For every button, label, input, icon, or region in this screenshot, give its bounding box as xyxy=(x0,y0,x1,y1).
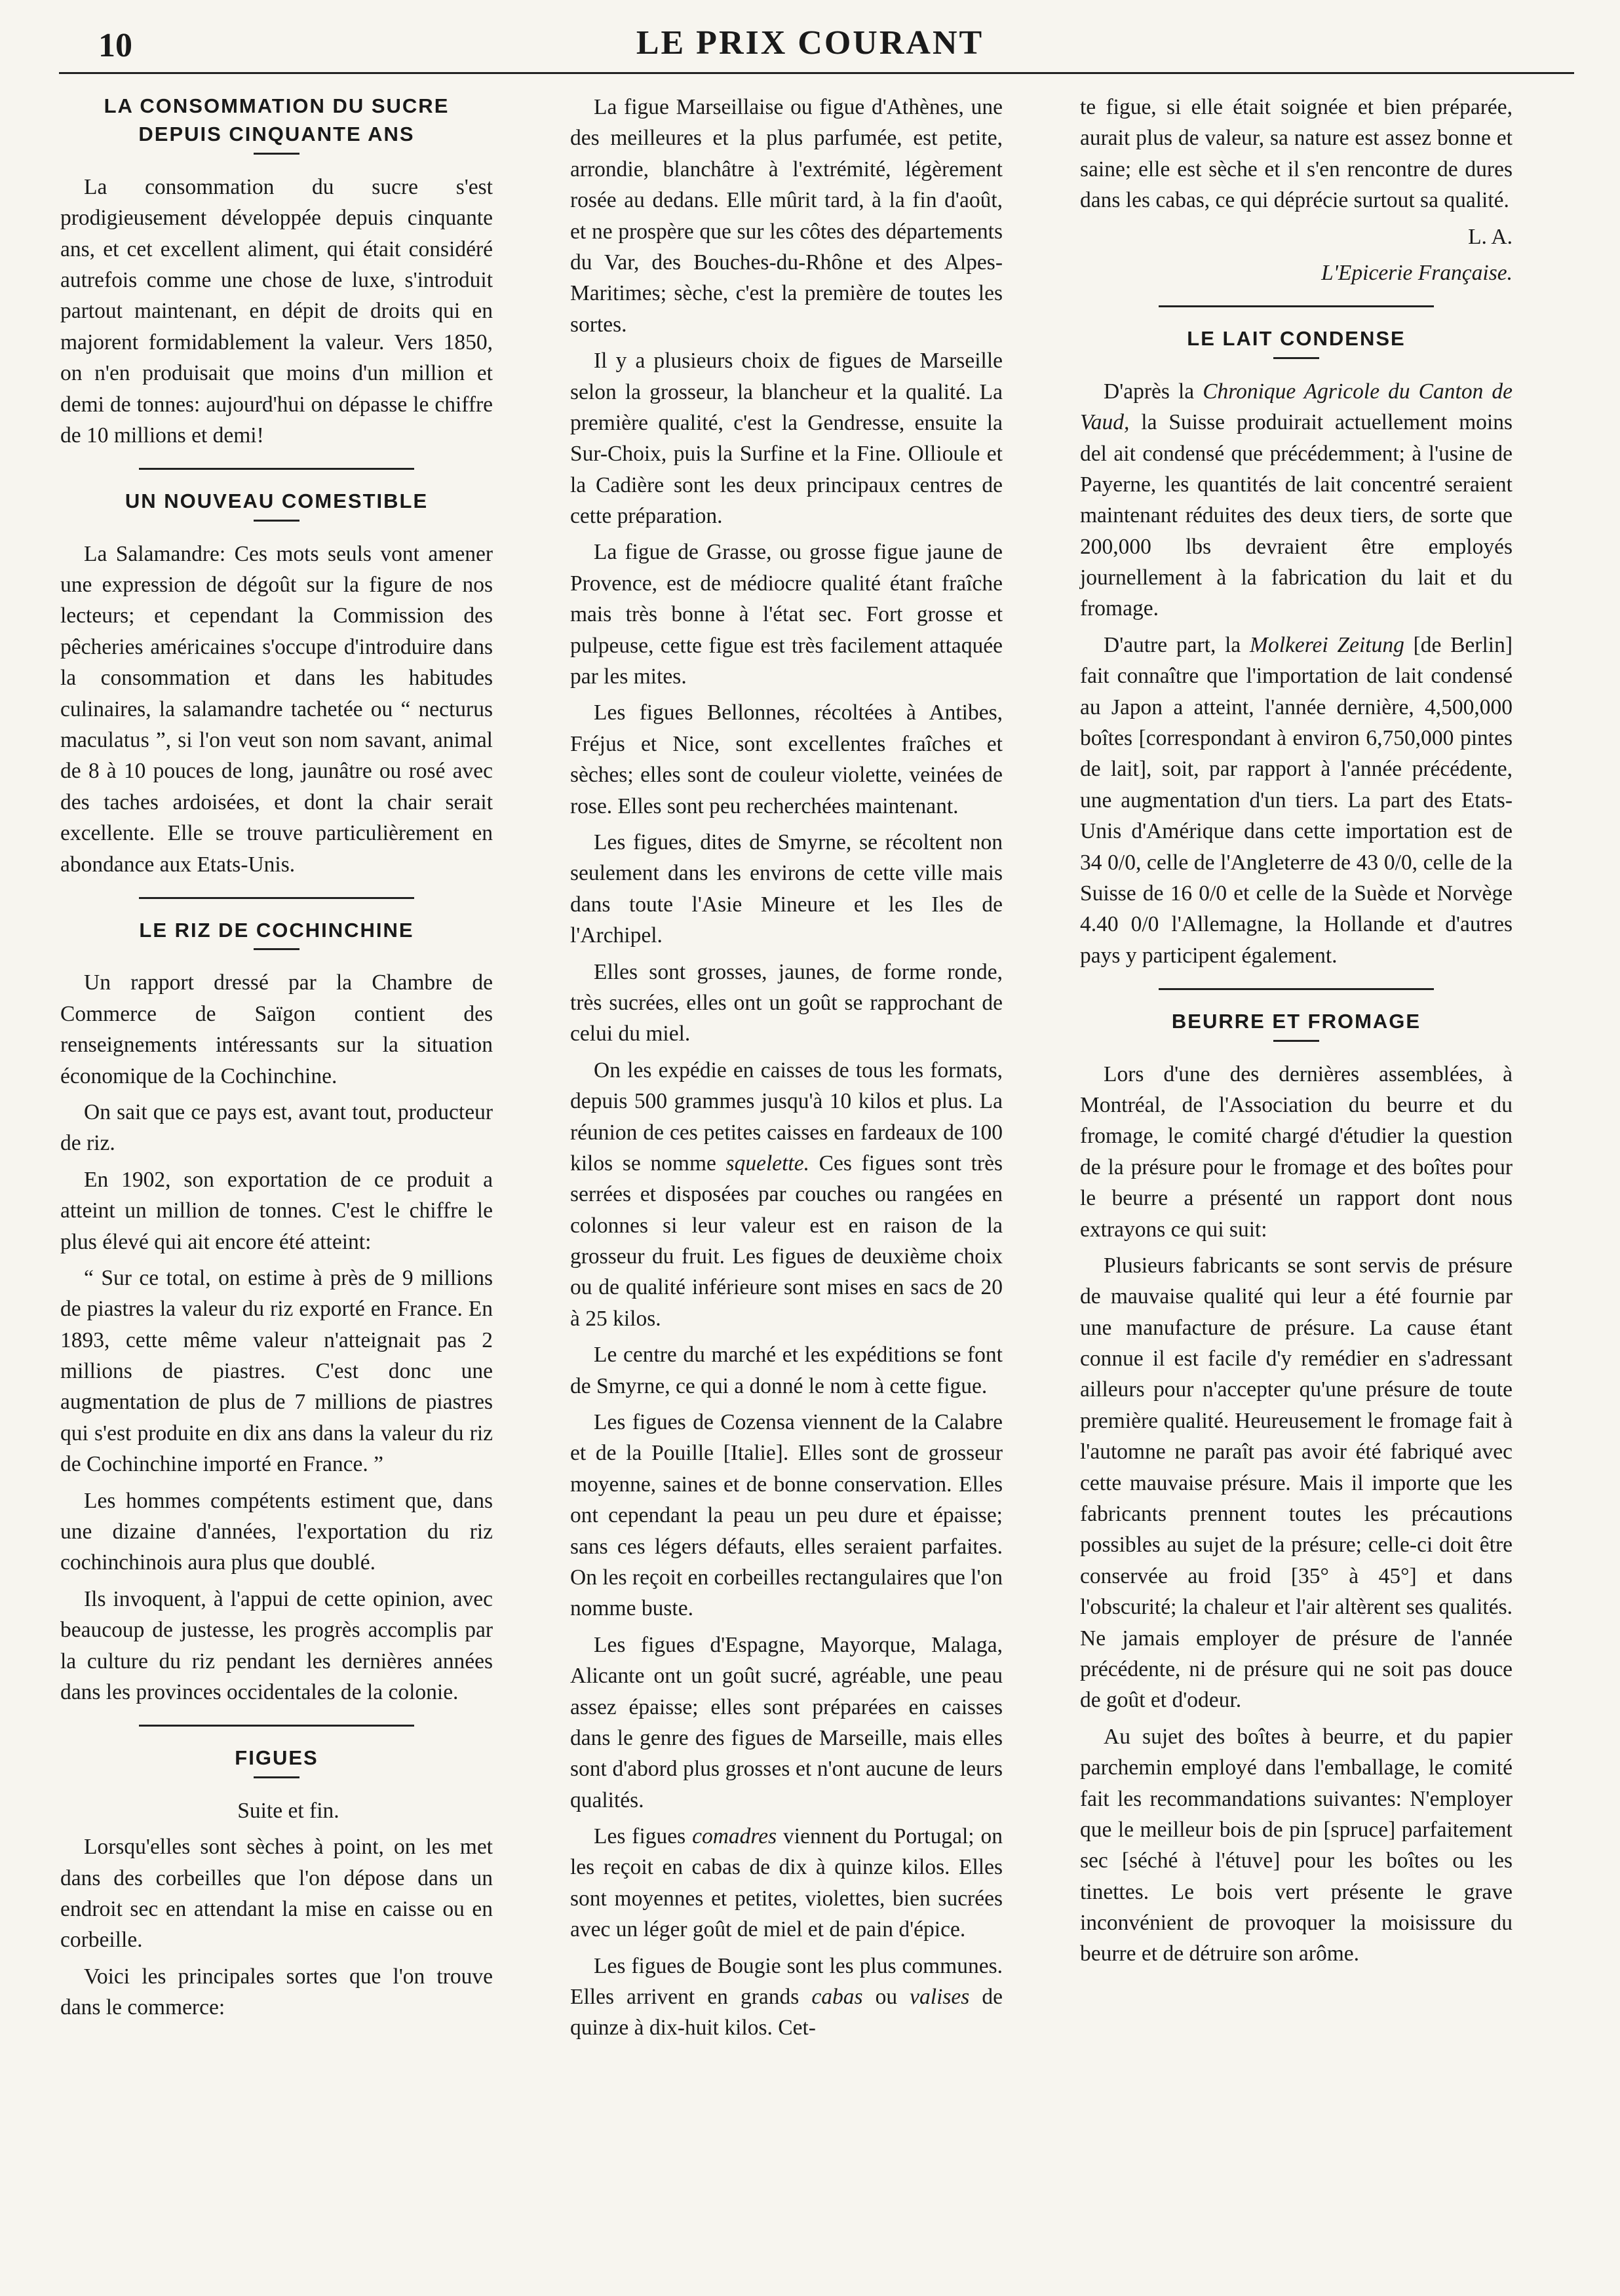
paragraph: Il y a plusieurs choix de figues de Marseille selon la grosseur, la blancheur et la qualité. La première qualité, c'est la Gendresse, ensuite la Sur-Choix, puis la Surfine et la Fine. Ollioule et la Cadière sont les deux principaux centres de cette préparation. xyxy=(570,349,1003,529)
article-title-beurre: BEURRE ET FROMAGE xyxy=(1171,1010,1421,1033)
section-divider xyxy=(139,468,414,470)
text-run: Les figues xyxy=(594,1824,693,1849)
paragraph: On sait que ce pays est, avant tout, producteur de riz. xyxy=(60,1100,493,1156)
column-3 xyxy=(1080,92,1513,1975)
source-credit: L'Epicerie Française. xyxy=(1321,260,1513,285)
text-run: Ces figues sont très serrées et disposées par couches ou rangées en colonnes si leur valeur est en raison de la grosseur du fruit. Les figues de deuxième choix ou de qualité inférieure sont mises en sacs de 20 à 25 kilos. xyxy=(570,1151,1003,1331)
article-subtitle: Suite et fin. xyxy=(237,1798,339,1823)
italic-term: squelette. xyxy=(725,1151,809,1176)
italic-term: valises xyxy=(910,1985,970,2010)
text-run: On les expédie en caisses de tous les formats, depuis 500 grammes jusqu'à 10 kilos et plus. La réunion de ces petites caisses en fardeaux de 100 kilos se nomme xyxy=(570,1058,1003,1176)
section-divider xyxy=(139,897,414,899)
article-title-riz: LE RIZ DE COCHINCHINE xyxy=(139,918,414,942)
paragraph: Lors d'une des dernières assemblées, à Montréal, de l'Association du beurre et du fromage, le comité chargé d'étudier la question de la présure pour le fromage et des boîtes pour le beurre a présenté un rapport dont nous extrayons ce qui suit: xyxy=(1080,1062,1513,1242)
title-rule xyxy=(1273,1040,1319,1042)
paragraph: Les figues Bellonnes, récoltées à Antibes, Fréjus et Nice, sont excellentes fraîches et sèches; elles sont de couleur violette, veinées de rose. Elles sont peu recherchées maintenant. xyxy=(570,700,1003,818)
page-number: 10 xyxy=(98,27,132,64)
author-signature: L. A. xyxy=(1468,224,1513,249)
paragraph: Les figues, dites de Smyrne, se récoltent non seulement dans les environs de cette ville mais dans toute l'Asie Mineure et les Iles de l'Archipel. xyxy=(570,830,1003,948)
text-run: ou xyxy=(862,1985,910,2010)
header-rule xyxy=(59,72,1574,74)
paragraph: Au sujet des boîtes à beurre, et du papier parchemin employé dans l'emballage, le comité fait les recommandations suivantes: N'employer que le meilleur bois de pin [spruce] parfaitement sec [séché à l'étuve] pour les boîtes ou les tinettes. Le bois vert présente le grave inconvénient de provoquer la moisissure du beurre et de détruire son arôme. xyxy=(1080,1724,1513,1966)
paragraph: “ Sur ce total, on estime à près de 9 millions de piastres la valeur du riz exporté en France. En 1893, cette même valeur n'atteignait pas 2 millions de piastres. C'est donc une augmentation de plus de 7 millions de piastres qui s'est produite en dix ans dans la valeur du riz de Cochinchine importé en France. ” xyxy=(60,1265,493,1477)
paragraph xyxy=(1080,376,1513,624)
text-run: la Suisse produirait actuellement moins del ait condensé que précédemment; à l'usine de Payerne, les quantités de lait concentré seraient maintenant réduites des deux tiers, de sorte que 200,000 lbs devraient être employés journellement à la fabrication du lait et du fromage. xyxy=(1080,410,1513,621)
text-run: de quinze à dix-huit kilos. Cet- xyxy=(570,1985,1003,2040)
paragraph: Les figues d'Espagne, Mayorque, Malaga, Alicante ont un goût sucré, agréable, une peau assez épaisse; elles sont préparées en caisses dans le genre des figues de Marseille, mais elles sont d'abord plus grosses et n'ont aucune de leurs qualités. xyxy=(570,1632,1003,1812)
section-divider xyxy=(1159,305,1434,307)
title-rule xyxy=(254,520,299,522)
paragraph xyxy=(1080,630,1513,971)
title-rule xyxy=(1273,357,1319,359)
section-divider xyxy=(1159,988,1434,990)
paragraph: Voici les principales sortes que l'on trouve dans le commerce: xyxy=(60,1964,493,2020)
paragraph: Elles sont grosses, jaunes, de forme ronde, très sucrées, elles ont un goût se rapprochant de celui du miel. xyxy=(570,959,1003,1046)
italic-term: cabas xyxy=(811,1985,863,2010)
text-run: [de Berlin] fait connaître que l'importation de lait condensé au Japon a atteint, l'année dernière, 4,500,000 boîtes [correspondant à environ 6,750,000 pintes de lait], soit, par rapport à l'année précédente, une augmentation d'un tiers. La part des Etats-Unis d'Amérique dans cette importation est de 34 0/0, celle de l'Angleterre de 43 0/0, celle de la Suisse de 16 0/0 et celle de la Suède et Norvège 4.40 0/0 l'Allemagne, la Hollande et d'autres pays y participent également. xyxy=(1080,632,1513,968)
paragraph: En 1902, son exportation de ce produit a atteint un million de tonnes. C'est le chiffre le plus élevé qui ait encore été atteint: xyxy=(60,1167,493,1254)
paragraph xyxy=(570,1951,1003,2044)
paragraph: te figue, si elle était soignée et bien préparée, aurait plus de valeur, sa nature est assez bonne et saine; elle est sèche et il s'en rencontre de dures dans les cabas, ce qui déprécie surtout sa qualité. xyxy=(1080,95,1513,213)
paragraph xyxy=(570,1055,1003,1335)
text-run: D'après la xyxy=(1104,379,1203,404)
paragraph: Le centre du marché et les expéditions se font de Smyrne, ce qui a donné le nom à cette figue. xyxy=(570,1343,1003,1398)
paragraph: La figue de Grasse, ou grosse figue jaune de Provence, est de médiocre qualité étant fraîche mais très bonne à l'état sec. Fort grosse et pulpeuse, cette figue est très facilement attaquée par les mites. xyxy=(570,540,1003,689)
italic-term: Molkerei Zeitung xyxy=(1250,632,1404,657)
text-run: D'autre part, la xyxy=(1104,632,1250,657)
title-rule xyxy=(254,948,299,950)
paragraph: La consommation du sucre s'est prodigieusement développée depuis cinquante ans, et cet excellent aliment, qui était considéré autrefois comme une chose de luxe, s'introduit partout maintenant, en dépit de droits qui en majorent formidablement la valeur. Vers 1850, on n'en produisait que moins d'un million et demi de tonnes: aujourd'hui on dépasse le chiffre de 10 millions et demi! xyxy=(60,174,493,448)
article-title-figues: FIGUES xyxy=(235,1746,318,1770)
article-title-lait: LE LAIT CONDENSE xyxy=(1187,327,1406,351)
article-title-sucre: LA CONSOMMATION DU SUCRE DEPUIS CINQUANTE ANS xyxy=(104,94,450,146)
text-run: Les figues de Bougie sont les plus communes. Elles arrivent en grands xyxy=(570,1953,1003,2010)
journal-title: LE PRIX COURANT xyxy=(636,24,984,62)
paragraph xyxy=(570,1821,1003,1945)
italic-term: Chronique Agricole du Canton de Vaud, xyxy=(1080,379,1513,435)
paragraph: Ils invoquent, à l'appui de cette opinion, avec beaucoup de justesse, les progrès accomplis par la culture du riz pendant les dernières années dans les provinces occidentales de la colonie. xyxy=(60,1586,493,1704)
paragraph: Plusieurs fabricants se sont servis de présure de mauvaise qualité qui leur a été fournie par une manufacture de présure. La cause étant connue il est facile d'y remédier en s'adressant ailleurs pour n'accepter qu'une présure de toute première qualité. Heureusement le fromage fait à l'automne ne paraît pas avoir été fabriqué avec cette mauvaise présure. Mais il importe que les fabricants prennent toutes les précautions possibles au sujet de la présure; celle-ci doit être conservée au froid [35° à 45°] et dans l'obscurité; la chaleur et l'air altèrent ses qualités. Ne jamais employer de présure de l'année précédente, ni de présure qui ne soit pas douce de goût et d'odeur. xyxy=(1080,1253,1513,1713)
paragraph: Lorsqu'elles sont sèches à point, on les met dans des corbeilles que l'on dépose dans un endroit sec en attendant la mise en caisse ou en corbeille. xyxy=(60,1835,493,1953)
paragraph: La figue Marseillaise ou figue d'Athènes, une des meilleures et la plus parfumée, est petite, arrondie, blanchâtre à l'extrémité, légèrement rosée au dedans. Elle mûrit tard, à la fin d'août, et ne prospère que sur les côtes des départements du Var, des Bouches-du-Rhône et des Alpes-Maritimes; sèche, c'est la première de toutes les sortes. xyxy=(570,95,1003,337)
column-2 xyxy=(570,92,1003,2049)
title-rule xyxy=(254,1776,299,1778)
text-run: viennent du Portugal; on les reçoit en cabas de dix à quinze kilos. Elles sont moyennes et petites, violettes, bien sucrées avec un léger goût de miel et de pain d'épice. xyxy=(570,1824,1003,1942)
paragraph: Les figues de Cozensa viennent de la Calabre et de la Pouille [Italie]. Elles sont de grosseur moyenne, saines et de bonne conservation. Elles ont cependant la peau un peu dure et épaisse; sans ces légers défauts, elles seraient parfaites. On les reçoit en corbeilles rectangulaires que l'on nomme buste. xyxy=(570,1410,1003,1621)
paragraph: Un rapport dressé par la Chambre de Commerce de Saïgon contient des renseignements intéressants sur la situation économique de la Cochinchine. xyxy=(60,970,493,1088)
paragraph: Les hommes compétents estiment que, dans une dizaine d'années, l'exportation du riz cochinchinois aura plus que doublé. xyxy=(60,1488,493,1575)
italic-term: comadres xyxy=(692,1824,777,1849)
article-title-comestible: UN NOUVEAU COMESTIBLE xyxy=(125,489,429,513)
section-divider xyxy=(139,1725,414,1727)
paragraph: La Salamandre: Ces mots seuls vont amener une expression de dégoût sur la figure de nos lecteurs; et cependant la Commission des pêcheries américaines s'occupe d'introduire dans la consommation et dans les habitudes culinaires, la salamandre tachetée ou “ necturus maculatus ”, si l'on veut son nom savant, animal de 8 à 10 pouces de long, jaunâtre ou rosé avec des taches ardoisées, et dont la chair serait excellente. Elle se trouve particulièrement en abondance aux Etats-Unis. xyxy=(60,541,493,877)
title-rule xyxy=(254,153,299,155)
column-1 xyxy=(60,92,493,2028)
